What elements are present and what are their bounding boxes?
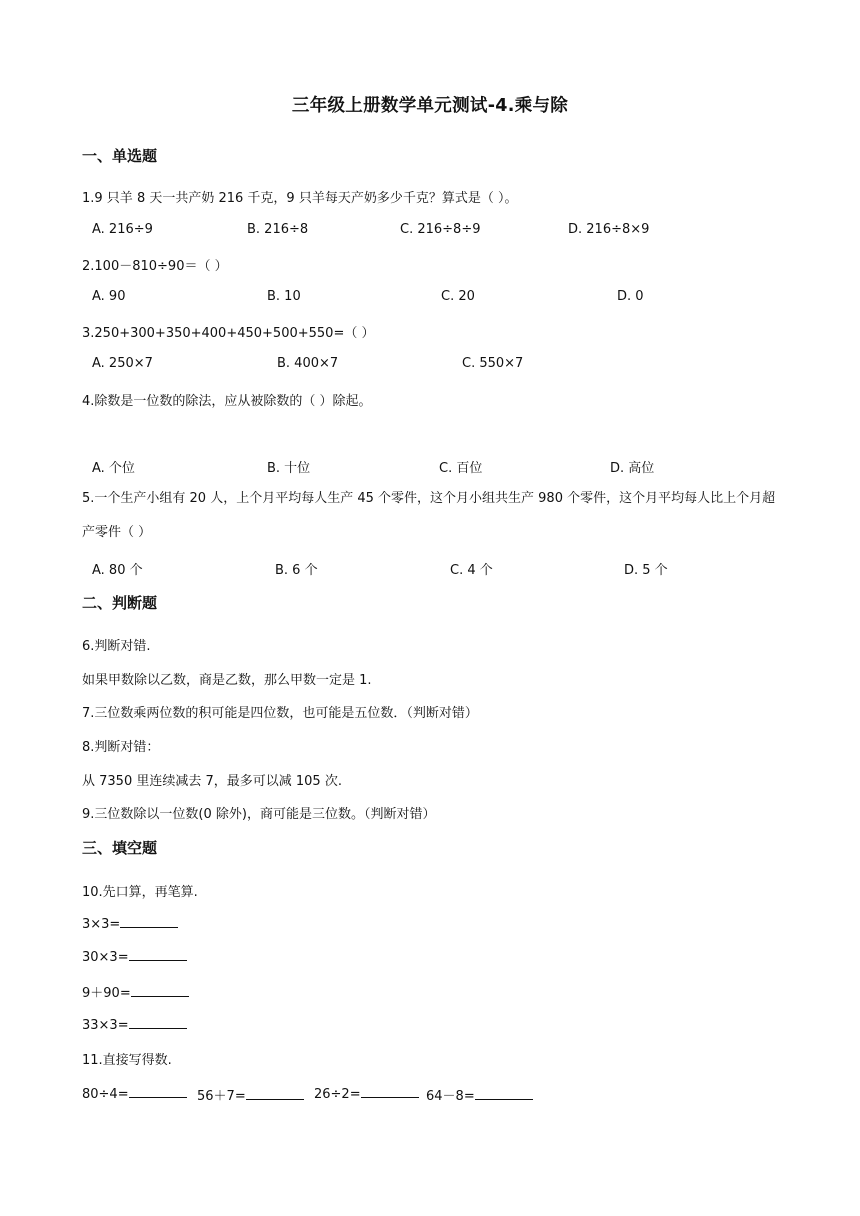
q11-item <box>197 1085 304 1104</box>
q11-item-expression: 80÷4= <box>82 1087 129 1102</box>
q11-item <box>314 1085 419 1102</box>
section-heading-single-choice: 一、单选题 <box>82 147 158 165</box>
q10-item <box>82 948 187 965</box>
question-8-statement: 从 7350 里连续减去 7，最多可以减 105 次. <box>82 774 342 789</box>
q4-option-a: A. 个位 <box>92 461 135 476</box>
q10-item <box>82 982 189 1001</box>
q1-option-d: D. 216÷8×9 <box>568 222 650 237</box>
page-title: 三年级上册数学单元测试-4.乘与除 <box>291 96 569 116</box>
q11-item-expression: 56＋7= <box>197 1089 246 1104</box>
question-6: 6.判断对错. <box>82 639 151 654</box>
question-2: 2.100－810÷90＝（ ） <box>82 259 228 274</box>
q5-option-c: C. 4 个 <box>450 563 493 578</box>
answer-blank[interactable] <box>120 915 178 928</box>
q1-option-a: A. 216÷9 <box>92 222 153 237</box>
answer-blank[interactable] <box>129 948 187 961</box>
q11-item-expression: 26÷2= <box>314 1087 361 1102</box>
q4-option-c: C. 百位 <box>439 461 483 476</box>
q5-option-d: D. 5 个 <box>624 563 668 578</box>
q5-option-b: B. 6 个 <box>275 563 318 578</box>
question-1: 1.9 只羊 8 天一共产奶 216 千克，9 只羊每天产奶多少千克？算式是（ ）。 <box>82 191 518 206</box>
q2-option-d: D. 0 <box>617 289 644 304</box>
q4-option-d: D. 高位 <box>610 461 655 476</box>
q3-option-b: B. 400×7 <box>277 356 339 371</box>
q11-item <box>82 1085 187 1102</box>
q1-option-c: C. 216÷8÷9 <box>400 222 481 237</box>
question-5: 5.一个生产小组有 20 人，上个月平均每人生产 45 个零件，这个月小组共生产 980 个零件，这个月平均每人比上个月超产零件（ ） <box>82 491 776 540</box>
q5-option-a: A. 80 个 <box>92 563 143 578</box>
section-heading-true-false: 二、判断题 <box>82 594 158 612</box>
answer-blank[interactable] <box>361 1085 419 1098</box>
q1-option-b: B. 216÷8 <box>247 222 309 237</box>
question-7: 7.三位数乘两位数的积可能是四位数，也可能是五位数．（判断对错） <box>82 706 478 721</box>
q11-item <box>426 1085 533 1104</box>
answer-blank[interactable] <box>246 1087 304 1100</box>
question-4: 4.除数是一位数的除法，应从被除数的（ ）除起。 <box>82 394 372 409</box>
q11-item-expression: 64－8= <box>426 1089 475 1104</box>
question-6-statement: 如果甲数除以乙数，商是乙数，那么甲数一定是 1. <box>82 673 372 688</box>
q3-option-c: C. 550×7 <box>462 356 524 371</box>
q10-item <box>82 915 178 932</box>
question-3: 3.250+300+350+400+450+500+550=（ ） <box>82 326 375 341</box>
q10-item <box>82 1016 187 1033</box>
q10-item-expression: 9＋90= <box>82 986 131 1001</box>
question-8: 8.判断对错： <box>82 740 160 755</box>
section-heading-fill-blank: 三、填空题 <box>82 839 158 857</box>
answer-blank[interactable] <box>475 1087 533 1100</box>
question-11: 11.直接写得数. <box>82 1053 172 1068</box>
question-9: 9.三位数除以一位数(0 除外)，商可能是三位数。（判断对错） <box>82 807 436 822</box>
answer-blank[interactable] <box>131 984 189 997</box>
answer-blank[interactable] <box>129 1016 187 1029</box>
q4-option-b: B. 十位 <box>267 461 311 476</box>
q10-item-expression: 30×3= <box>82 950 129 965</box>
q10-item-expression: 3×3= <box>82 917 121 932</box>
q3-option-a: A. 250×7 <box>92 356 153 371</box>
q2-option-b: B. 10 <box>267 289 301 304</box>
question-10: 10.先口算，再笔算. <box>82 885 198 900</box>
q2-option-a: A. 90 <box>92 289 126 304</box>
q10-item-expression: 33×3= <box>82 1018 129 1033</box>
q2-option-c: C. 20 <box>441 289 475 304</box>
answer-blank[interactable] <box>129 1085 187 1098</box>
